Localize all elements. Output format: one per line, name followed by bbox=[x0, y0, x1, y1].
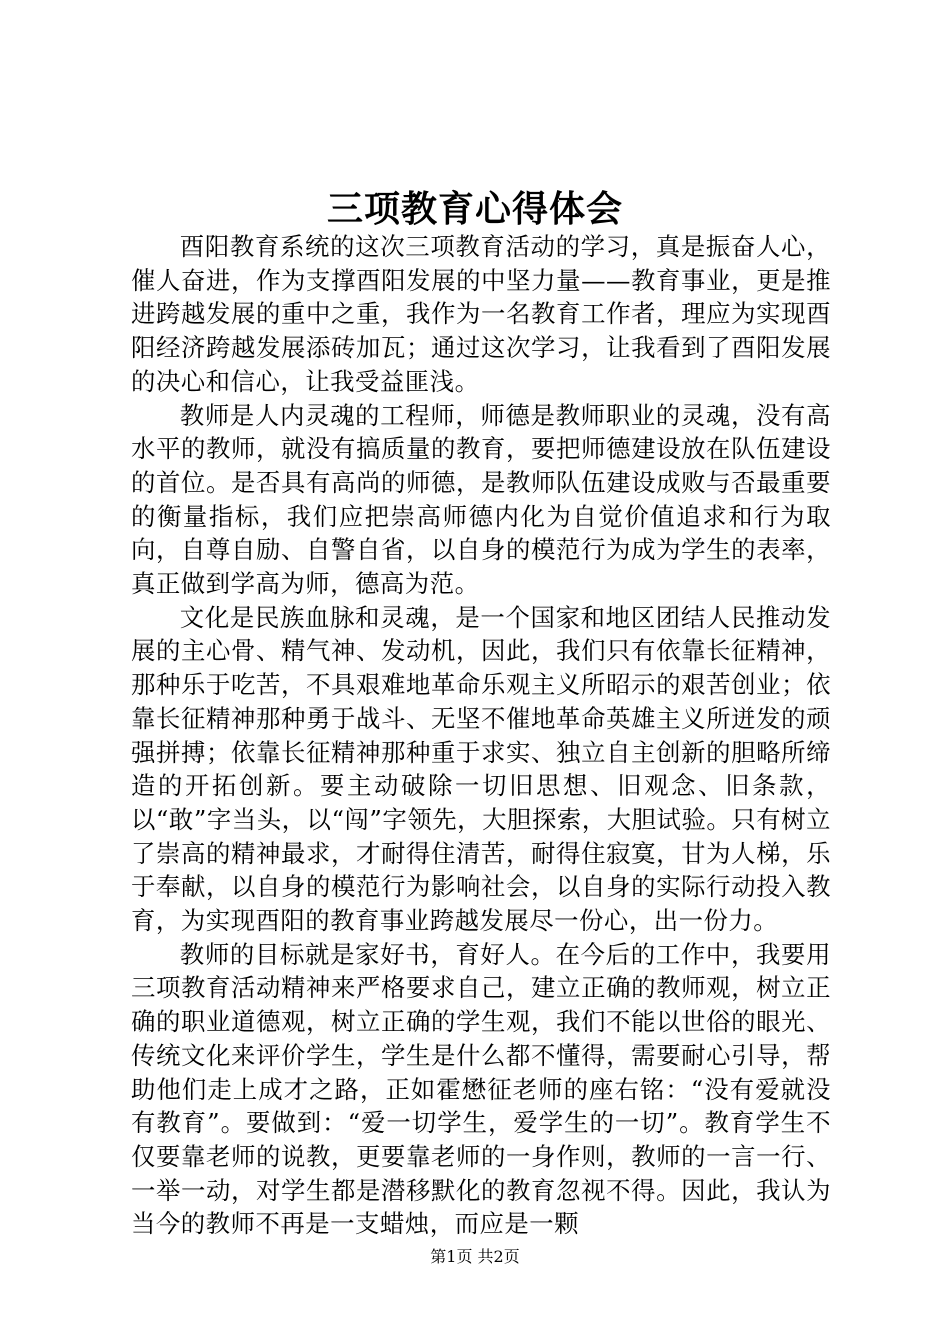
page-number-footer: 第1页 共2页 bbox=[430, 1247, 520, 1266]
paragraph: 教师是人内灵魂的工程师，师德是教师职业的灵魂，没有高水平的教师，就没有搞质量的教育，要把师德建设放在队伍建设的首位。是否具有高尚的师德，是教师队伍建设成败与否最重要的衡量指标，我们应把崇高师德内化为自觉价值追求和行为取向，自尊自励、自警自省，以自身的模范行为成为学生的表率，真正做到学高为师，德高为范。 bbox=[131, 400, 831, 599]
document-body bbox=[131, 230, 831, 1241]
paragraph: 文化是民族血脉和灵魂，是一个国家和地区团结人民推动发展的主心骨、精气神、发动机，因此，我们只有依靠长征精神，那种乐于吃苦，不具艰难地革命乐观主义所昭示的艰苦创业；依靠长征精神那种勇于战斗、无坚不催地革命英雄主义所迸发的顽强拼搏；依靠长征精神那种重于求实、独立自主创新的胆略所缔造的开拓创新。要主动破除一切旧思想、旧观念、旧条款，以“敢”字当头，以“闯”字领先，大胆探索，大胆试验。只有树立了崇高的精神最求，才耐得住清苦，耐得住寂寞，甘为人梯，乐于奉献，以自身的模范行为影响社会，以自身的实际行动投入教育，为实现酉阳的教育事业跨越发展尽一份心，出一份力。 bbox=[131, 602, 831, 936]
document-title: 三项教育心得体会 bbox=[326, 188, 623, 230]
paragraph: 教师的目标就是家好书，育好人。在今后的工作中，我要用三项教育活动精神来严格要求自己，建立正确的教师观，树立正确的职业道德观，树立正确的学生观，我们不能以世俗的眼光、传统文化来评价学生，学生是什么都不懂得，需要耐心引导，帮助他们走上成才之路，正如霍懋征老师的座右铭：“没有爱就没有教育”。要做到：“爱一切学生，爱学生的一切”。教育学生不仅要靠老师的说教，更要靠老师的一身作则，教师的一言一行、一举一动，对学生都是潜移默化的教育忽视不得。因此，我认为当今的教师不再是一支蜡烛，而应是一颗 bbox=[131, 939, 831, 1239]
paragraph: 酉阳教育系统的这次三项教育活动的学习，真是振奋人心，催人奋进，作为支撑酉阳发展的中坚力量——教育事业，更是推进跨越发展的重中之重，我作为一名教育工作者，理应为实现酉阳经济跨越发展添砖加瓦；通过这次学习，让我看到了酉阳发展的决心和信心，让我受益匪浅。 bbox=[131, 232, 831, 396]
